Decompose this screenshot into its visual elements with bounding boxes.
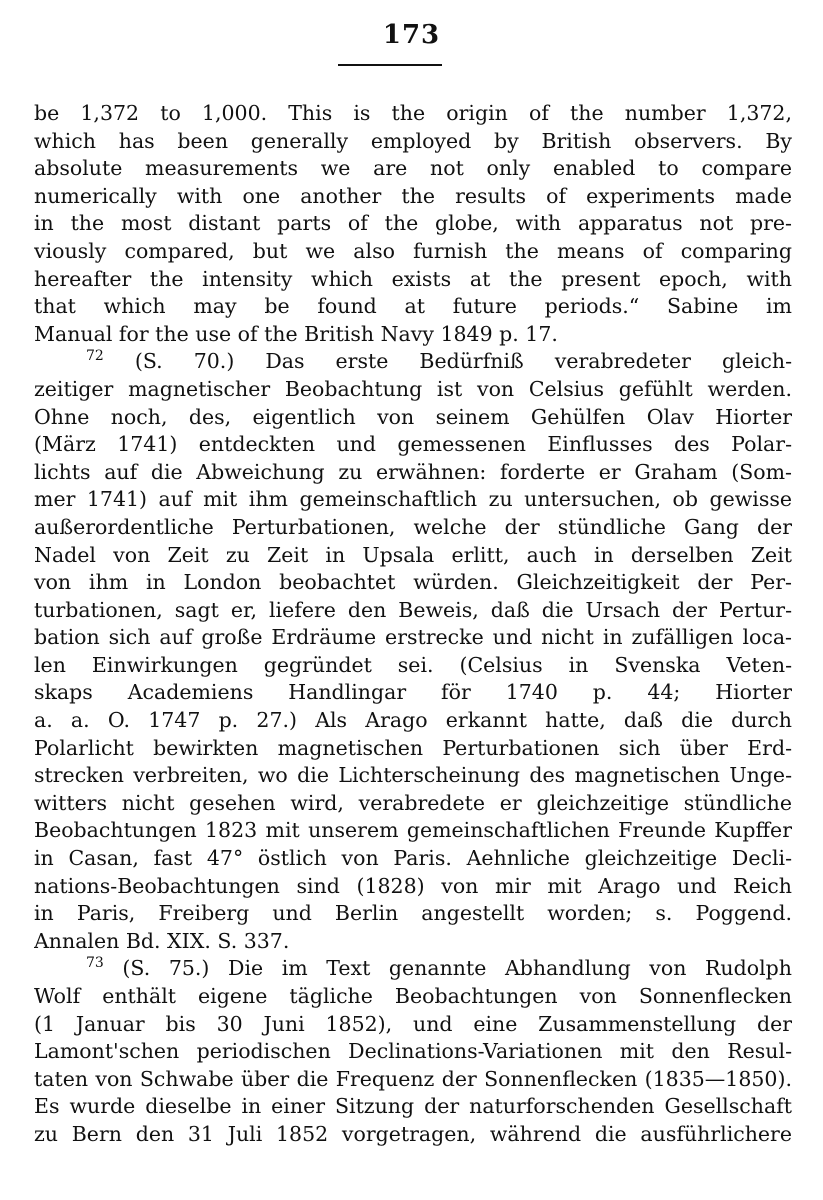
footnote-number: 73 <box>86 955 104 972</box>
text-line <box>34 1038 792 1066</box>
line-text: mer 1741) auf mit ihm gemeinschaftlich zu untersuchen, ob gewisse <box>34 487 792 512</box>
line-text: witters nicht gesehen wird, verabredete er gleichzeitige stündliche <box>34 790 792 815</box>
text-line <box>34 459 792 487</box>
line-text: bation sich auf große Erdräume erstrecke und nicht in zufälligen loca- <box>34 625 792 650</box>
text-line <box>34 1011 792 1039</box>
text-line <box>34 817 792 845</box>
line-text: a. a. O. 1747 p. 27.) Als Arago erkannt hatte, daß die durch <box>34 708 792 733</box>
text-line <box>34 183 792 211</box>
text-line <box>34 790 792 818</box>
line-text: (März 1741) entdeckten und gemessenen Einflusses des Polar- <box>34 432 792 457</box>
text-line <box>34 128 792 156</box>
footnote-number: 72 <box>86 348 104 365</box>
text-line <box>34 486 792 514</box>
text-line <box>34 238 792 266</box>
text-line <box>34 624 792 652</box>
line-text: zu Bern den 31 Juli 1852 vorgetragen, während die ausführlichere <box>34 1121 792 1146</box>
text-line <box>34 376 792 404</box>
text-line <box>34 1121 792 1149</box>
line-text: strecken verbreiten, wo die Lichterscheinung des magnetischen Unge- <box>34 763 792 788</box>
line-text: Beobachtungen 1823 mit unserem gemeinschaftlichen Freunde Kupffer <box>34 818 792 843</box>
text-line <box>34 652 792 680</box>
text-line <box>34 873 792 901</box>
line-text: turbationen, sagt er, liefere den Beweis, daß die Ursach der Pertur- <box>34 597 792 622</box>
line-text: absolute measurements we are not only enabled to compare <box>34 156 792 181</box>
line-text: hereafter the intensity which exists at the present epoch, with <box>34 266 792 291</box>
line-text: Lamont'schen periodischen Declinations-Variationen mit den Resul- <box>34 1039 792 1064</box>
text-line <box>34 679 792 707</box>
line-text: (S. 75.) Die im Text genannte Abhandlung von Rudolph <box>122 956 792 981</box>
text-line <box>34 735 792 763</box>
line-text: (1 Januar bis 30 Juni 1852), und eine Zusammenstellung der <box>34 1011 792 1036</box>
text-line <box>34 597 792 625</box>
text-line <box>34 1093 792 1121</box>
text-line <box>34 321 792 349</box>
line-text: that which may be found at future periods.“ Sabine im <box>34 294 792 319</box>
line-text: which has been generally employed by British observers. By <box>34 128 792 153</box>
body-text <box>34 100 792 1149</box>
text-line <box>34 955 792 983</box>
line-text: Es wurde dieselbe in einer Sitzung der naturforschenden Gesellschaft <box>34 1094 792 1119</box>
text-line <box>34 266 792 294</box>
line-text: zeitiger magnetischer Beobachtung ist von Celsius gefühlt werden. <box>34 376 792 401</box>
page-number: 173 <box>382 20 441 50</box>
line-text: Manual for the use of the British Navy 1849 p. 17. <box>34 321 558 346</box>
line-text: skaps Academiens Handlingar för 1740 p. 44; Hiorter <box>34 680 792 705</box>
text-line <box>34 900 792 928</box>
text-line <box>34 514 792 542</box>
line-text: viously compared, but we also furnish the means of comparing <box>34 238 792 263</box>
line-text: nations-Beobachtungen sind (1828) von mir mit Arago und Reich <box>34 873 792 898</box>
text-line <box>34 569 792 597</box>
header-rule <box>338 64 442 66</box>
line-text: Annalen Bd. XIX. S. 337. <box>34 928 290 953</box>
text-line <box>34 348 792 376</box>
line-text: Wolf enthält eigene tägliche Beobachtungen von Sonnenflecken <box>34 984 792 1008</box>
text-line <box>34 928 792 956</box>
line-text: lichts auf die Abweichung zu erwähnen: forderte er Graham (Som- <box>34 459 792 484</box>
line-text: Nadel von Zeit zu Zeit in Upsala erlitt, auch in derselben Zeit <box>34 542 792 567</box>
text-line <box>34 293 792 321</box>
line-text: in Paris, Freiberg und Berlin angestellt worden; s. Poggend. <box>34 901 792 926</box>
text-line <box>34 542 792 570</box>
text-line <box>34 404 792 432</box>
text-line <box>34 762 792 790</box>
line-text: außerordentliche Perturbationen, welche der stündliche Gang der <box>34 514 792 539</box>
text-line <box>34 707 792 735</box>
text-line <box>34 1066 792 1094</box>
line-text: von ihm in London beobachtet würden. Gleichzeitigkeit der Per- <box>34 570 792 595</box>
line-text: Ohne noch, des, eigentlich von seinem Gehülfen Olav Hiorter <box>34 404 792 429</box>
text-line <box>34 983 792 1011</box>
line-text: Polarlicht bewirkten magnetischen Perturbationen sich über Erd- <box>34 735 792 760</box>
text-line <box>34 155 792 183</box>
line-text: in Casan, fast 47° östlich von Paris. Aehnliche gleichzeitige Decli- <box>34 846 792 871</box>
line-text: len Einwirkungen gegründet sei. (Celsius in Svenska Veten- <box>34 652 792 677</box>
text-line <box>34 100 792 128</box>
line-text: (S. 70.) Das erste Bedürfniß verabredeter gleich- <box>134 349 792 374</box>
line-text: taten von Schwabe über die Frequenz der Sonnenflecken (1835—1850). <box>34 1066 792 1091</box>
line-text: in the most distant parts of the globe, with apparatus not pre- <box>34 211 792 236</box>
text-line <box>34 845 792 873</box>
text-line <box>34 210 792 238</box>
line-text: numerically with one another the results of experiments made <box>34 183 792 208</box>
line-text: be 1,372 to 1,000. This is the origin of the number 1,372, <box>34 101 792 125</box>
text-line <box>34 431 792 459</box>
